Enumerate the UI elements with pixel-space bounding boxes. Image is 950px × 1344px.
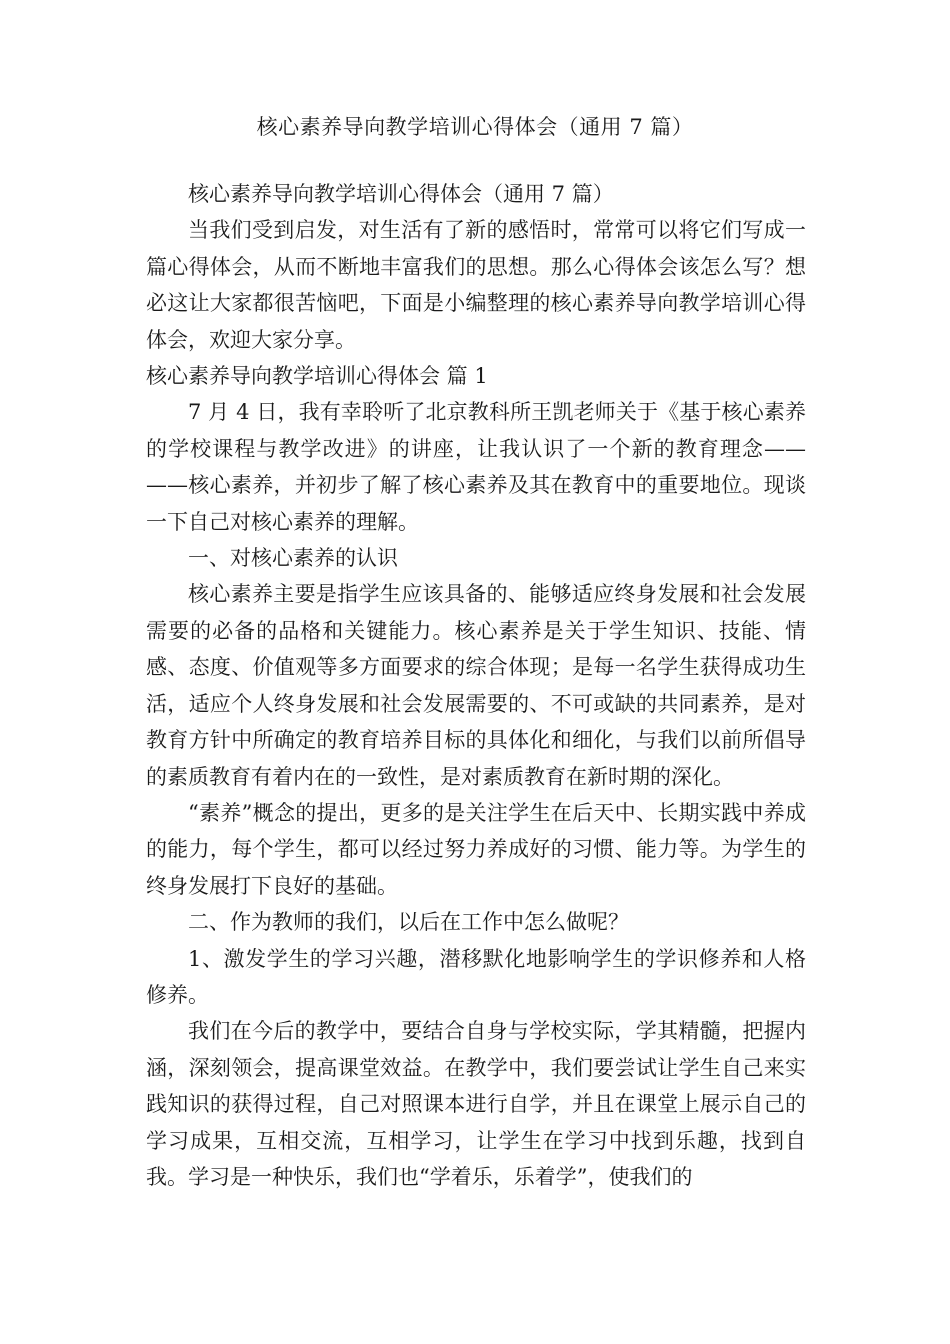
section-heading: 核心素养导向教学培训心得体会 篇 1	[146, 364, 488, 389]
document-title: 核心素养导向教学培训心得体会（通用 7 篇）	[256, 115, 694, 139]
body-paragraph: 核心素养主要是指学生应该具备的、能够适应终身发展和社会发展需要的必备的品格和关键能力。核心素养是关于学生知识、技能、情感、态度、价值观等多方面要求的综合体现；是每一名学生获得成功生活，适应个人终身发展和社会发展需要的、不可或缺的共同素养，是对教育方针中所确定的教育培养目标的具体化和细化，与我们以前所倡导的素质教育有着内在的一致性，是对素质教育在新时期的深化。	[146, 582, 806, 789]
subheading-paragraph: 一、对核心素养的认识	[188, 546, 398, 571]
body-paragraph: 1、激发学生的学习兴趣，潜移默化地影响学生的学识修养和人格修养。	[146, 946, 806, 1007]
body-paragraph: “素养”概念的提出，更多的是关注学生在后天中、长期实践中养成的能力，每个学生，都可以经过努力养成好的习惯、能力等。为学生的终身发展打下良好的基础。	[146, 800, 806, 898]
body-paragraph: 我们在今后的教学中，要结合自身与学校实际，学其精髓，把握内涵，深刻领会，提高课堂效益。在教学中，我们要尝试让学生自己来实践知识的获得过程，自己对照课本进行自学，并且在课堂上展示自己的学习成果，互相交流，互相学习，让学生在学习中找到乐趣，找到自我。学习是一种快乐，我们也“学着乐，乐着学”，使我们的	[146, 1019, 806, 1189]
document-body	[146, 176, 827, 1195]
subheading-paragraph: 二、作为教师的我们，以后在工作中怎么做呢？	[188, 910, 629, 935]
body-paragraph: 7 月 4 日，我有幸聆听了北京教科所王凯老师关于《基于核心素养的学校课程与教学改进》的讲座，让我认识了一个新的教育理念—— ——核心素养，并初步了解了核心素养及其在教育中的重要地位。现谈一下自己对核心素养的理解。	[146, 400, 827, 534]
subtitle-paragraph: 核心素养导向教学培训心得体会（通用 7 篇）	[188, 182, 614, 206]
intro-paragraph: 当我们受到启发，对生活有了新的感悟时，常常可以将它们写成一篇心得体会，从而不断地丰富我们的思想。那么心得体会该怎么写？想必这让大家都很苦恼吧，下面是小编整理的核心素养导向教学培训心得体会，欢迎大家分享。	[146, 218, 806, 352]
